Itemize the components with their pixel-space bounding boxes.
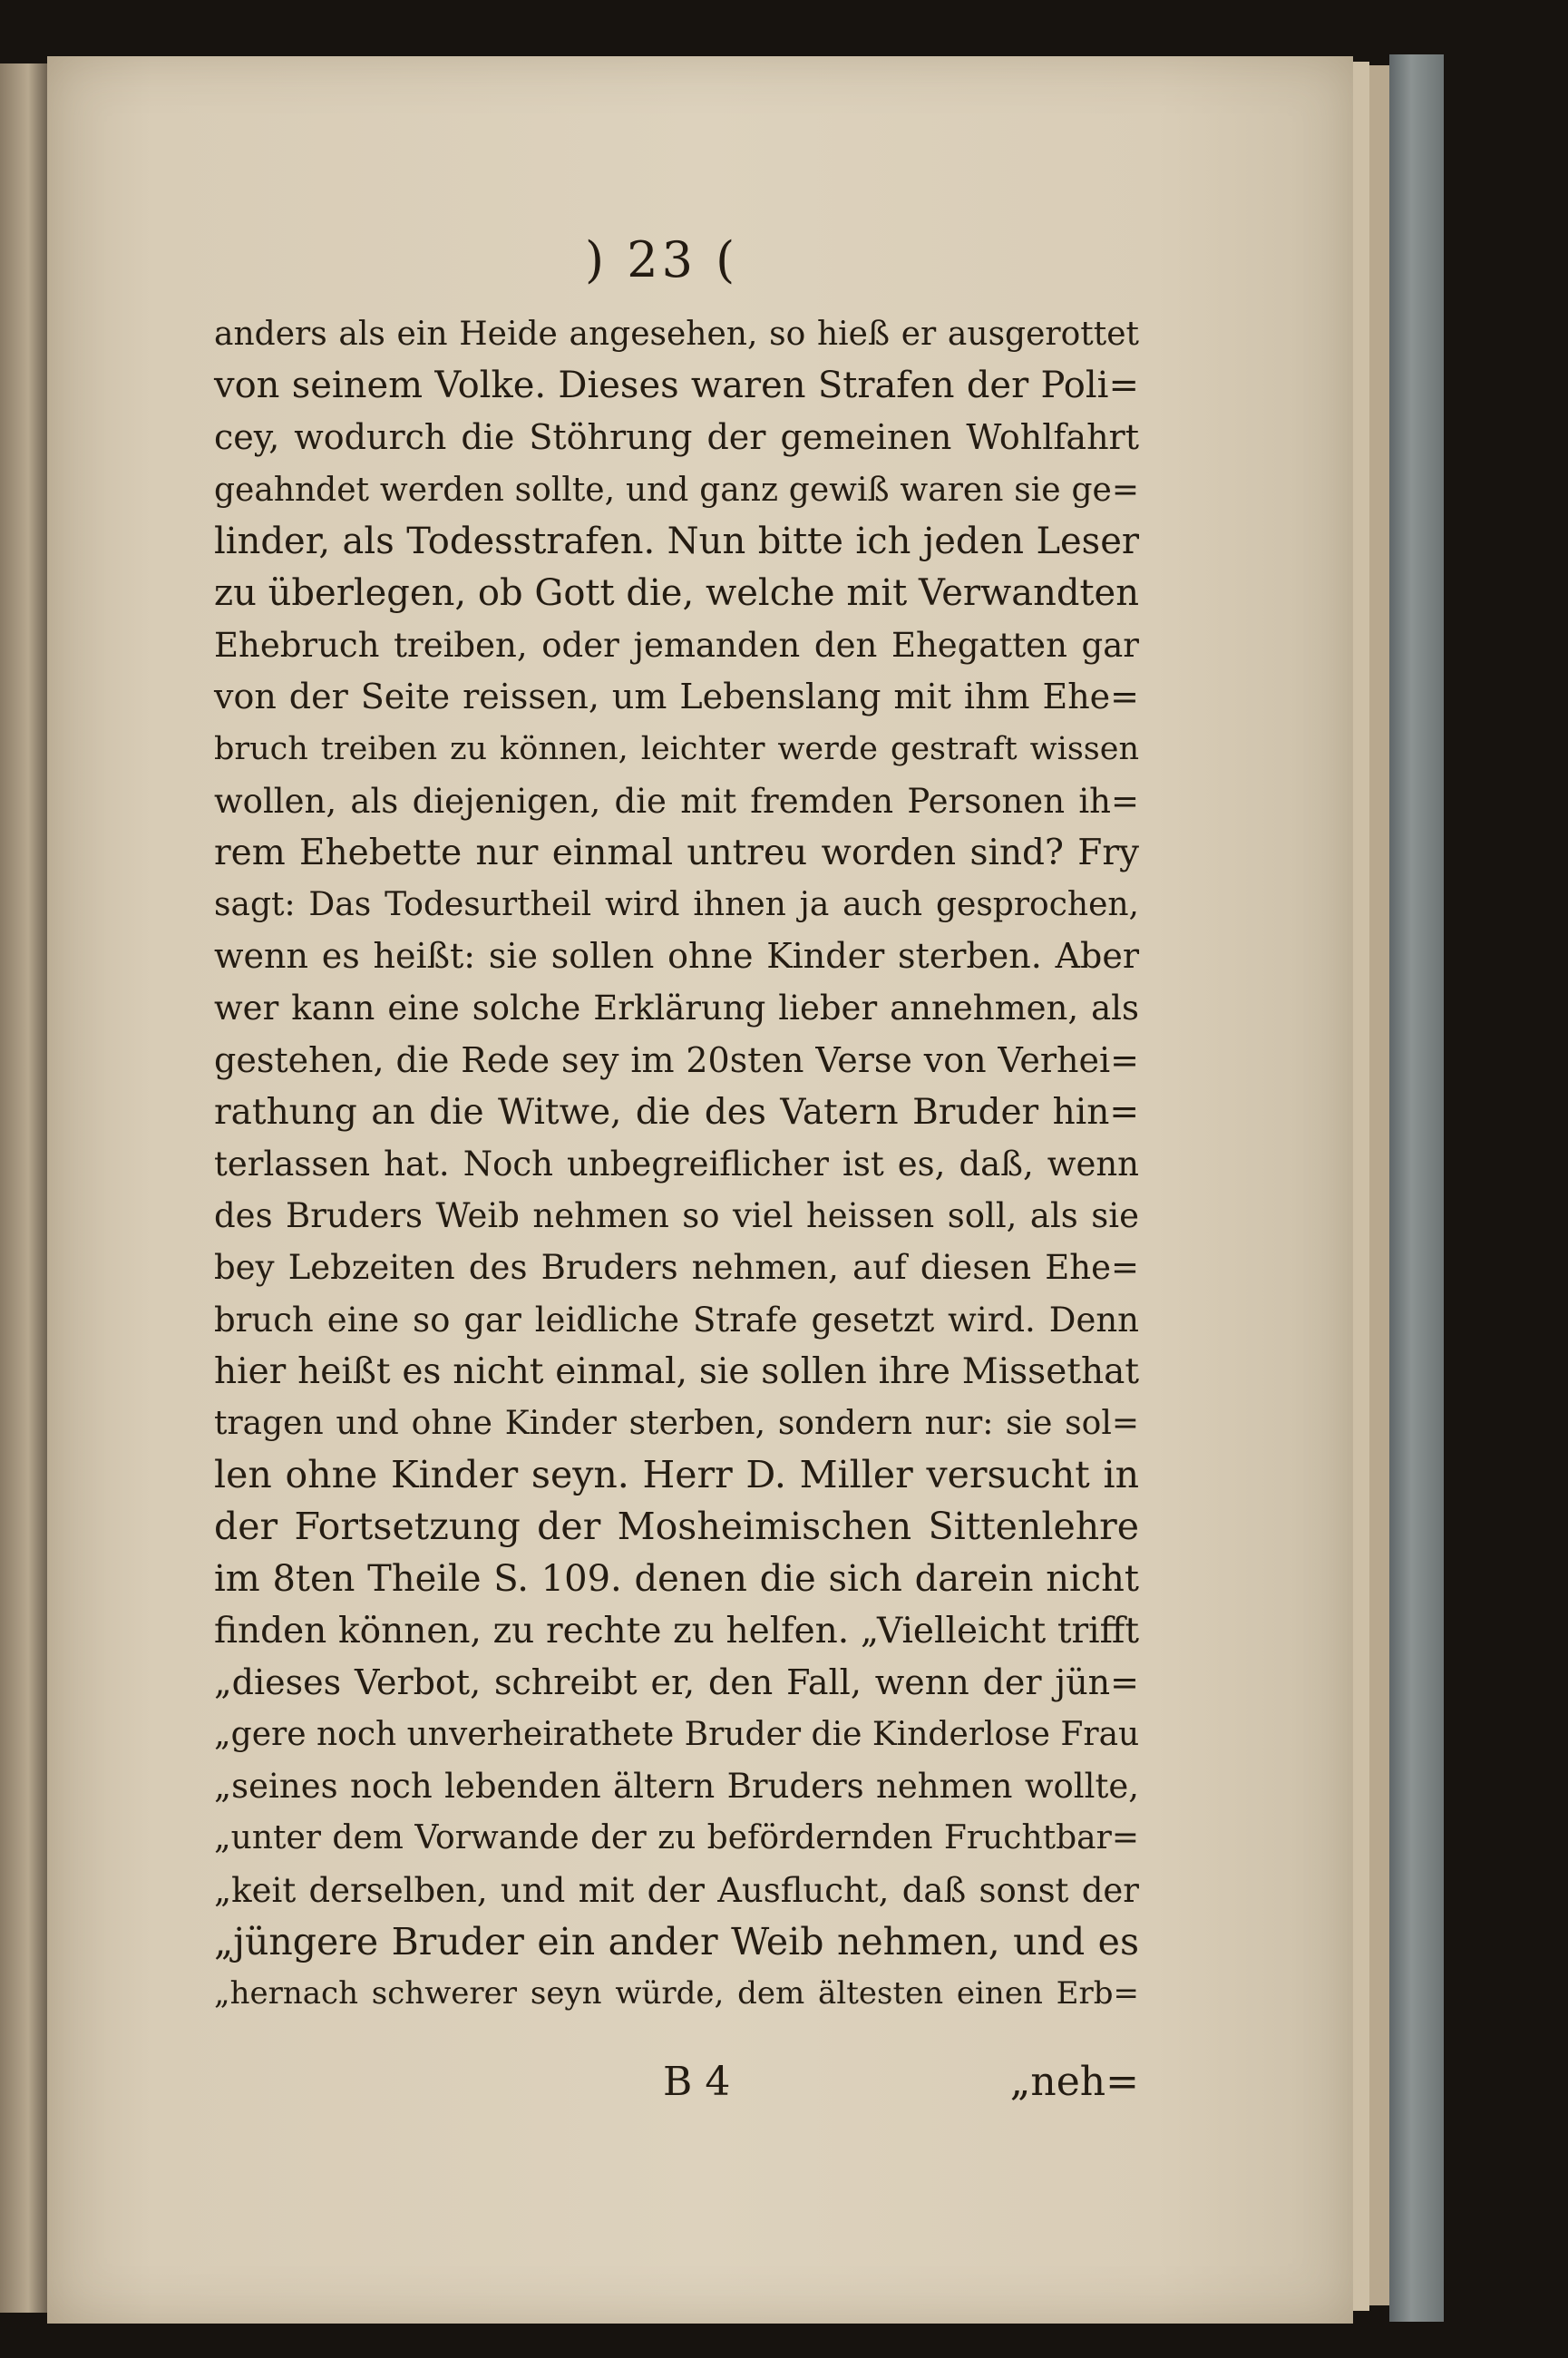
text-line: rathung an die Witwe, die des Vatern Bruder hin= <box>214 1091 1139 1133</box>
text-line: gestehen, die Rede sey im 20sten Verse von Verhei= <box>214 1039 1139 1080</box>
page-header: ) 23 ( <box>585 231 739 288</box>
text-line: linder, als Todesstrafen. Nun bitte ich jeden Leser <box>214 520 1139 562</box>
text-line: rem Ehebette nur einmal untreu worden sind? Fry <box>214 832 1139 873</box>
text-line: „gere noch unverheirathete Bruder die Kinderlose Frau <box>214 1716 1140 1754</box>
page-footer <box>214 2059 1139 2113</box>
text-line: hier heißt es nicht einmal, sie sollen ihre Missethat <box>214 1350 1139 1392</box>
text-line: „keit derselben, und mit der Ausflucht, daß sonst der <box>214 1870 1139 1910</box>
text-line: terlassen hat. Noch unbegreiflicher ist es, daß, wenn <box>214 1145 1139 1184</box>
text-line: von seinem Volke. Dieses waren Strafen der Poli= <box>214 365 1139 407</box>
body-text <box>214 308 1139 2020</box>
text-line: bruch treiben zu können, leichter werde gestraft wissen <box>214 730 1139 767</box>
text-line: len ohne Kinder seyn. Herr D. Miller versucht in <box>214 1453 1139 1497</box>
text-line: „hernach schwerer seyn würde, dem ältesten einen Erb= <box>214 1975 1139 2012</box>
text-line: „dieses Verbot, schreibt er, den Fall, wenn der jün= <box>214 1661 1139 1702</box>
text-line: der Fortsetzung der Mosheimischen Sittenlehre <box>214 1505 1139 1549</box>
text-line: tragen und ohne Kinder sterben, sondern nur: sie sol= <box>214 1404 1139 1442</box>
text-line: anders als ein Heide angesehen, so hieß er ausgerottet <box>214 316 1139 353</box>
page-stack-edge <box>1353 62 1369 2311</box>
text-line: sagt: Das Todesurtheil wird ihnen ja auch gesprochen, <box>214 886 1139 924</box>
signature-mark: B 4 <box>663 2059 731 2105</box>
text-line: finden können, zu rechte zu helfen. „Vielleicht trifft <box>214 1610 1139 1652</box>
text-line: wollen, als diejenigen, die mit fremden Personen ih= <box>214 781 1139 821</box>
text-line: „seines noch lebenden ältern Bruders nehmen wollte, <box>214 1767 1139 1807</box>
facing-page-edge <box>0 63 47 2313</box>
catchword: „neh= <box>1009 2059 1139 2105</box>
text-line: bey Lebzeiten des Bruders nehmen, auf diesen Ehe= <box>214 1248 1139 1288</box>
text-line: zu überlegen, ob Gott die, welche mit Verwandten <box>214 571 1139 614</box>
text-line: wenn es heißt: sie sollen ohne Kinder sterben. Aber <box>214 936 1139 977</box>
text-line: von der Seite reissen, um Lebenslang mit ihm Ehe= <box>214 677 1139 717</box>
text-line: des Bruders Weib nehmen so viel heissen soll, als sie <box>214 1196 1139 1236</box>
text-line: im 8ten Theile S. 109. denen die sich darein nicht <box>214 1557 1139 1600</box>
text-line: „jüngere Bruder ein ander Weib nehmen, und es <box>214 1919 1139 1963</box>
text-line: Ehebruch treiben, oder jemanden den Ehegatten gar <box>214 626 1139 666</box>
text-line: bruch eine so gar leidliche Strafe gesetzt wird. Denn <box>214 1300 1139 1340</box>
text-line: geahndet werden sollte, und ganz gewiß waren sie ge= <box>214 471 1139 509</box>
page-stack-edge-outer <box>1369 65 1389 2305</box>
book-cover-edge <box>1389 54 1444 2322</box>
text-line: cey, wodurch die Stöhrung der gemeinen Wohlfahrt <box>214 417 1139 458</box>
text-line: wer kann eine solche Erklärung lieber annehmen, als <box>214 989 1139 1028</box>
text-line: „unter dem Vorwande der zu befördernden Fruchtbar= <box>214 1819 1139 1857</box>
